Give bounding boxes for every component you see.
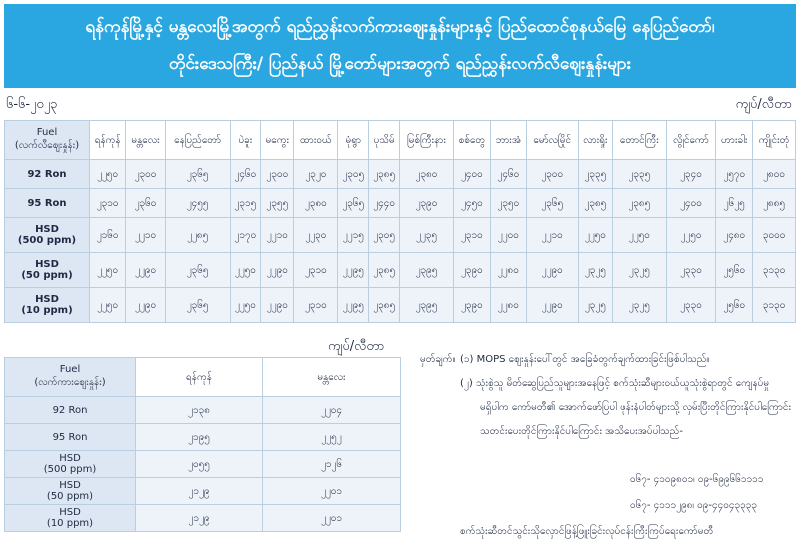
price-cell: ၂၁၆၀ (90, 218, 126, 253)
fuel-type-cell (5, 253, 90, 288)
price-cell: ၂၄၀၀ (666, 189, 716, 218)
wholesale-fuel-header-line2: (လက်ကားဈေးနှုန်း) (34, 377, 106, 388)
price-cell: ၂၁၃၈ (136, 397, 263, 424)
price-cell: ၂၄၄၀ (369, 189, 400, 218)
city-header: ထားဝယ် (294, 121, 338, 160)
price-cell: ၂၃၈၅ (578, 189, 612, 218)
price-cell: ၂၃၀၅ (369, 218, 400, 253)
fuel-header-line2: (လက်လီဈေးနှုန်း) (14, 140, 80, 151)
price-cell: ၂၀၅၅ (136, 451, 263, 478)
price-cell: ၂၁၂၉ (136, 478, 263, 505)
price-cell: ၂၄၆၀ (490, 160, 526, 189)
title-banner (4, 4, 796, 88)
price-cell: ၂၂၉၀ (126, 288, 165, 323)
price-cell: ၂၄၆၀ (230, 160, 261, 189)
city-header: မြစ်ကြီးနား (400, 121, 454, 160)
price-cell: ၂၂၉၀ (526, 288, 578, 323)
price-cell: ၂၃၆၅ (338, 189, 369, 218)
fuel-type-cell (5, 505, 136, 532)
price-cell: ၂၃၈၅ (612, 189, 666, 218)
phone-line-1: ၀၆၇- ၄၁၀၉၈၀၁၊ ၀၉-၆၉၉၆၆၁၁၁၁ (630, 474, 764, 485)
fuel-grade-label: (50 ppm) (21, 270, 73, 281)
price-cell: ၂၂၅၀ (90, 288, 126, 323)
table-row (5, 451, 401, 478)
city-header: မန္တလေး (126, 121, 165, 160)
table-row (5, 218, 796, 253)
price-cell: ၂၂၅၀ (90, 160, 126, 189)
city-header: မုံရွာ (338, 121, 369, 160)
price-cell: ၂၃၄၀ (666, 160, 716, 189)
price-cell: ၂၅၆၀ (716, 253, 753, 288)
price-cell: ၂၃၆၅ (165, 253, 230, 288)
price-cell: ၂၂၁၀ (526, 218, 578, 253)
price-cell: ၂၂၉၀ (261, 253, 294, 288)
note-item-1: (၁) MOPS ဈေးနှုန်းပေါ်တွင် အခြေခံတွက်ချက်ထားခြင်းဖြစ်ပါသည်။ (460, 354, 710, 365)
price-cell: ၂၂၁၀ (261, 218, 294, 253)
table-row (5, 288, 796, 323)
price-cell: ၂၃၃၀ (666, 253, 716, 288)
price-cell: ၂၃၆၅ (165, 160, 230, 189)
fuel-type-label: HSD (35, 294, 59, 305)
title-line-2: တိုင်းဒေသကြီး/ ပြည်နယ် မြို့တော်များအတွက် ရည်ညွှန်းလက်လီဈေးနှုန်းများ (168, 54, 632, 74)
price-cell: ၂၂၅၀ (666, 218, 716, 253)
price-cell: ၂၂၅၀ (578, 218, 612, 253)
price-cell: ၂၂၁၅ (338, 218, 369, 253)
phone-line-2: ၀၆၇- ၄၁၁၁၂၉၈၊ ၀၉-၄၄၀၄၃၃၃၃ (630, 500, 758, 511)
price-cell: ၂၂၅၂ (262, 424, 400, 451)
fuel-type-cell (5, 397, 136, 424)
price-cell: ၂၃၈၅ (369, 253, 400, 288)
fuel-type-cell (5, 189, 90, 218)
price-cell: ၂၃၁၀ (453, 218, 490, 253)
price-cell: ၂၃၅၀ (490, 189, 526, 218)
fuel-type-label: HSD (35, 259, 59, 270)
date-label: ၆-၆-၂၀၂၃ (6, 97, 58, 112)
price-cell: ၂၃၀၀ (126, 160, 165, 189)
price-cell: ၂၃၃၅ (612, 160, 666, 189)
price-cell: ၂၂၀၁ (262, 478, 400, 505)
price-cell: ၂၂၀၄ (262, 397, 400, 424)
wholesale-price-table (4, 357, 401, 532)
wholesale-fuel-header-line1: Fuel (59, 364, 81, 375)
table-row (5, 253, 796, 288)
price-cell: ၂၂၀၁ (262, 505, 400, 532)
fuel-type-cell (5, 451, 136, 478)
city-header: လားရှိုး (578, 121, 612, 160)
city-header: နေပြည်တော် (165, 121, 230, 160)
fuel-type-cell (5, 424, 136, 451)
wholesale-col-yangon: ရန်ကုန် (136, 358, 263, 397)
price-cell: ၂၃၂၅ (612, 253, 666, 288)
price-cell: ၂၃၂၅ (578, 288, 612, 323)
price-cell: ၂၂၈၅ (165, 218, 230, 253)
price-cell: ၃၁၃၀ (753, 253, 796, 288)
price-cell: ၃၀၀၀ (753, 218, 796, 253)
fuel-type-cell (5, 218, 90, 253)
price-cell: ၂၈၈၅ (753, 189, 796, 218)
price-cell: ၂၆၂၅ (716, 189, 753, 218)
city-header: မော်လမြိုင် (526, 121, 578, 160)
price-cell: ၂၃၀၀ (261, 160, 294, 189)
price-cell: ၂၃၁၅ (230, 189, 261, 218)
fuel-grade-label: (10 ppm) (21, 305, 73, 316)
price-cell: ၂၂၈၀ (490, 288, 526, 323)
price-cell: ၂၃၂၅ (612, 288, 666, 323)
city-header: ဘားအံ (490, 121, 526, 160)
price-cell: ၂၂၅၀ (230, 288, 261, 323)
fuel-grade-label: (500 ppm) (43, 464, 97, 475)
city-header: တောင်ကြီး (612, 121, 666, 160)
price-cell: ၂၂၉၀ (126, 253, 165, 288)
fuel-type-label: 92 Ron (27, 168, 67, 180)
price-cell: ၂၁၂၉ (136, 505, 263, 532)
fuel-grade-label: (500 ppm) (17, 235, 77, 246)
city-header: ရန်ကုန် (90, 121, 126, 160)
city-header: ပုသိမ် (369, 121, 400, 160)
price-cell: ၂၂၉၅ (338, 288, 369, 323)
city-header: မကွေး (261, 121, 294, 160)
price-cell: ၂၂၃၀ (294, 218, 338, 253)
fuel-type-label: HSD (35, 224, 59, 235)
price-cell: ၂၈၀၀ (753, 160, 796, 189)
price-cell: ၂၃၉၀ (453, 288, 490, 323)
price-cell: ၂၅၇၀ (716, 160, 753, 189)
price-cell: ၂၃၂၅ (578, 253, 612, 288)
price-cell: ၂၂၉၀ (526, 253, 578, 288)
table-row (5, 505, 401, 532)
fuel-type-cell (5, 478, 136, 505)
note-item-2-line2: မရှိပါက ကော်မတီ၏ အောက်ဖော်ပြပါ ဖုန်းနံပါတ်များသို့ လှမ်းပြီးတိုင်ကြားနိုင်ပါကြောင်း (480, 402, 792, 413)
price-cell: ၂၃၉၀ (453, 253, 490, 288)
price-cell: ၂၁၉၅ (136, 424, 263, 451)
price-cell: ၂၃၈၀ (400, 160, 454, 189)
retail-unit-label: ကျပ်/လီတာ (735, 97, 792, 112)
fuel-grade-label: (10 ppm) (46, 518, 94, 529)
price-cell: ၂၃၆၀ (126, 189, 165, 218)
price-cell: ၂၁၇၀ (230, 218, 261, 253)
price-cell: ၂၃၉၅ (400, 288, 454, 323)
price-cell: ၂၂၅၀ (230, 253, 261, 288)
price-cell: ၂၃၁၀ (294, 288, 338, 323)
wholesale-fuel-header (5, 358, 136, 397)
price-cell: ၃၁၃၀ (753, 288, 796, 323)
price-cell: ၂၄၈၀ (716, 218, 753, 253)
city-header: စစ်တွေ (453, 121, 490, 160)
price-cell: ၂၃၈၅ (369, 160, 400, 189)
price-cell: ၂၃၂၀ (294, 160, 338, 189)
retail-header-row (5, 121, 796, 160)
price-cell: ၂၂၁၀ (126, 218, 165, 253)
fuel-header-line1: Fuel (36, 127, 58, 138)
price-cell: ၂၃၅၅ (261, 189, 294, 218)
price-cell: ၂၂၉၀ (261, 288, 294, 323)
note-item-2-line1: (၂) သုံးစွဲသူ မိတ်ဆွေပြည်သူများအနေဖြင့် စက်သုံးဆီများဝယ်ယူသုံးစွဲရာတွင် ကျေနပ်မှု (460, 378, 770, 389)
fuel-type-label: HSD (59, 480, 81, 491)
price-cell: ၂၄၅၅ (165, 189, 230, 218)
price-cell: ၂၃၉၅ (400, 253, 454, 288)
price-cell: ၂၃၃၀ (666, 288, 716, 323)
fuel-type-label: 95 Ron (52, 431, 88, 443)
notes-heading: မှတ်ချက်။ (420, 354, 456, 365)
price-cell: ၂၂၅၀ (90, 253, 126, 288)
wholesale-col-mandalay: မန္တလေး (262, 358, 400, 397)
price-cell: ၂၂၃၅ (400, 218, 454, 253)
price-cell: ၂၄၅၀ (453, 189, 490, 218)
fuel-type-label: HSD (59, 453, 81, 464)
city-header: ဟားခါး (716, 121, 753, 160)
city-header: ပဲခူး (230, 121, 261, 160)
price-cell: ၂၄၀၀ (453, 160, 490, 189)
wholesale-header-row (5, 358, 401, 397)
fuel-header (5, 121, 90, 160)
city-header: ကျိုင်းတုံ (753, 121, 796, 160)
price-cell: ၂၂၀၀ (490, 218, 526, 253)
price-cell: ၂၃၈၀ (294, 189, 338, 218)
price-cell: ၂၃၀၅ (338, 160, 369, 189)
fuel-type-cell (5, 288, 90, 323)
committee-name: စက်သုံးဆီတင်သွင်းသိုလှောင်ဖြန့်ဖြူးခြင်းလုပ်ငန်းကြီးကြပ်ရေးကော်မတီ (460, 526, 714, 537)
note-item-2-line3: သတင်းပေးတိုင်ကြားနိုင်ပါကြောင်း အသိပေးအပ်ပါသည်- (480, 426, 683, 437)
price-cell: ၂၃၃၅ (578, 160, 612, 189)
price-cell: ၂၃၁၀ (90, 189, 126, 218)
fuel-type-label: HSD (59, 507, 81, 518)
city-header: လွိုင်ကော် (666, 121, 716, 160)
table-row (5, 189, 796, 218)
price-cell: ၂၃၈၅ (369, 288, 400, 323)
table-row (5, 478, 401, 505)
price-cell: ၂၂၉၅ (338, 253, 369, 288)
fuel-type-cell (5, 160, 90, 189)
fuel-grade-label: (50 ppm) (46, 491, 94, 502)
price-cell: ၂၃၆၅ (526, 189, 578, 218)
table-row (5, 397, 401, 424)
table-row (5, 160, 796, 189)
price-cell: ၂၁၂၆ (262, 451, 400, 478)
price-cell: ၂၃၆၅ (165, 288, 230, 323)
price-cell: ၂၃၁၀ (294, 253, 338, 288)
fuel-type-label: 92 Ron (52, 404, 88, 416)
retail-price-table (4, 120, 796, 323)
fuel-type-label: 95 Ron (27, 197, 67, 209)
wholesale-unit-label: ကျပ်/လီတာ (328, 339, 385, 354)
price-cell: ၂၃၀၀ (526, 160, 578, 189)
price-cell: ၂၃၉၀ (400, 189, 454, 218)
price-cell: ၂၂၅၀ (612, 218, 666, 253)
title-line-1: ရန်ကုန်မြို့နှင့် မန္တလေးမြို့အတွက် ရည်ညွှန်းလက်ကားဈေးနှုန်းများနှင့် ပြည်ထောင်စုနယ်မြေ နေပြည်တော်၊ (85, 17, 715, 37)
price-cell: ၂၅၆၀ (716, 288, 753, 323)
table-row (5, 424, 401, 451)
price-cell: ၂၂၈၀ (490, 253, 526, 288)
